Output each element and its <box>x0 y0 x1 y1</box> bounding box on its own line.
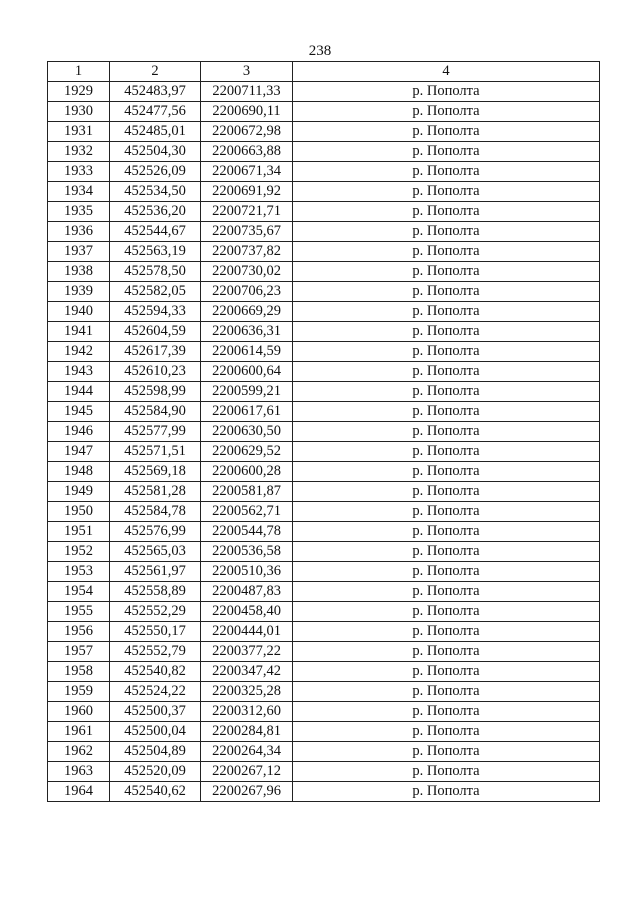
table-row <box>48 622 600 642</box>
table-row <box>48 422 600 442</box>
table-row <box>48 302 600 322</box>
y-coordinate-cell: 2200711,33 <box>201 82 293 102</box>
x-coordinate-cell: 452540,82 <box>110 662 201 682</box>
y-coordinate-cell: 2200284,81 <box>201 722 293 742</box>
y-coordinate-cell: 2200487,83 <box>201 582 293 602</box>
x-coordinate-cell: 452540,62 <box>110 782 201 802</box>
x-coordinate-cell: 452563,19 <box>110 242 201 262</box>
description-cell: р. Пополта <box>293 542 600 562</box>
x-coordinate-cell: 452577,99 <box>110 422 201 442</box>
description-cell: р. Пополта <box>293 402 600 422</box>
point-number-cell: 1964 <box>48 782 110 802</box>
table-row <box>48 762 600 782</box>
point-number-cell: 1938 <box>48 262 110 282</box>
point-number-cell: 1954 <box>48 582 110 602</box>
table-row <box>48 722 600 742</box>
table-row <box>48 402 600 422</box>
x-coordinate-cell: 452500,37 <box>110 702 201 722</box>
description-cell: р. Пополта <box>293 602 600 622</box>
x-coordinate-cell: 452504,89 <box>110 742 201 762</box>
y-coordinate-cell: 2200347,42 <box>201 662 293 682</box>
point-number-cell: 1949 <box>48 482 110 502</box>
x-coordinate-cell: 452500,04 <box>110 722 201 742</box>
table-row <box>48 222 600 242</box>
table-row <box>48 282 600 302</box>
point-number-cell: 1945 <box>48 402 110 422</box>
y-coordinate-cell: 2200536,58 <box>201 542 293 562</box>
x-coordinate-cell: 452594,33 <box>110 302 201 322</box>
point-number-cell: 1937 <box>48 242 110 262</box>
table-row <box>48 642 600 662</box>
y-coordinate-cell: 2200599,21 <box>201 382 293 402</box>
x-coordinate-cell: 452552,29 <box>110 602 201 622</box>
description-cell: р. Пополта <box>293 282 600 302</box>
x-coordinate-cell: 452578,50 <box>110 262 201 282</box>
description-cell: р. Пополта <box>293 102 600 122</box>
x-coordinate-cell: 452483,97 <box>110 82 201 102</box>
point-number-cell: 1946 <box>48 422 110 442</box>
table-row <box>48 662 600 682</box>
description-cell: р. Пополта <box>293 122 600 142</box>
table-row <box>48 782 600 802</box>
description-cell: р. Пополта <box>293 582 600 602</box>
y-coordinate-cell: 2200672,98 <box>201 122 293 142</box>
coordinates-table <box>47 61 600 802</box>
point-number-cell: 1932 <box>48 142 110 162</box>
point-number-cell: 1948 <box>48 462 110 482</box>
description-cell: р. Пополта <box>293 82 600 102</box>
point-number-cell: 1934 <box>48 182 110 202</box>
x-coordinate-cell: 452526,09 <box>110 162 201 182</box>
y-coordinate-cell: 2200617,61 <box>201 402 293 422</box>
y-coordinate-cell: 2200629,52 <box>201 442 293 462</box>
column-header-2: 2 <box>110 62 201 82</box>
description-cell: р. Пополта <box>293 202 600 222</box>
x-coordinate-cell: 452584,78 <box>110 502 201 522</box>
table-body <box>48 82 600 802</box>
x-coordinate-cell: 452581,28 <box>110 482 201 502</box>
table-row <box>48 702 600 722</box>
point-number-cell: 1962 <box>48 742 110 762</box>
x-coordinate-cell: 452610,23 <box>110 362 201 382</box>
description-cell: р. Пополта <box>293 562 600 582</box>
x-coordinate-cell: 452569,18 <box>110 462 201 482</box>
point-number-cell: 1961 <box>48 722 110 742</box>
y-coordinate-cell: 2200377,22 <box>201 642 293 662</box>
x-coordinate-cell: 452504,30 <box>110 142 201 162</box>
y-coordinate-cell: 2200735,67 <box>201 222 293 242</box>
y-coordinate-cell: 2200636,31 <box>201 322 293 342</box>
table-row <box>48 262 600 282</box>
point-number-cell: 1957 <box>48 642 110 662</box>
description-cell: р. Пополта <box>293 762 600 782</box>
x-coordinate-cell: 452550,17 <box>110 622 201 642</box>
x-coordinate-cell: 452561,97 <box>110 562 201 582</box>
y-coordinate-cell: 2200737,82 <box>201 242 293 262</box>
y-coordinate-cell: 2200562,71 <box>201 502 293 522</box>
y-coordinate-cell: 2200510,36 <box>201 562 293 582</box>
table-row <box>48 542 600 562</box>
point-number-cell: 1963 <box>48 762 110 782</box>
description-cell: р. Пополта <box>293 502 600 522</box>
point-number-cell: 1950 <box>48 502 110 522</box>
point-number-cell: 1959 <box>48 682 110 702</box>
description-cell: р. Пополта <box>293 242 600 262</box>
point-number-cell: 1939 <box>48 282 110 302</box>
y-coordinate-cell: 2200730,02 <box>201 262 293 282</box>
description-cell: р. Пополта <box>293 522 600 542</box>
description-cell: р. Пополта <box>293 422 600 442</box>
point-number-cell: 1952 <box>48 542 110 562</box>
point-number-cell: 1955 <box>48 602 110 622</box>
page-number: 238 <box>308 43 332 59</box>
description-cell: р. Пополта <box>293 662 600 682</box>
description-cell: р. Пополта <box>293 682 600 702</box>
table-row <box>48 182 600 202</box>
y-coordinate-cell: 2200264,34 <box>201 742 293 762</box>
description-cell: р. Пополта <box>293 222 600 242</box>
y-coordinate-cell: 2200630,50 <box>201 422 293 442</box>
point-number-cell: 1951 <box>48 522 110 542</box>
table-row <box>48 602 600 622</box>
description-cell: р. Пополта <box>293 382 600 402</box>
table-row <box>48 142 600 162</box>
point-number-cell: 1933 <box>48 162 110 182</box>
point-number-cell: 1942 <box>48 342 110 362</box>
table-row <box>48 502 600 522</box>
description-cell: р. Пополта <box>293 162 600 182</box>
table-row <box>48 102 600 122</box>
x-coordinate-cell: 452598,99 <box>110 382 201 402</box>
point-number-cell: 1944 <box>48 382 110 402</box>
y-coordinate-cell: 2200267,12 <box>201 762 293 782</box>
description-cell: р. Пополта <box>293 262 600 282</box>
y-coordinate-cell: 2200544,78 <box>201 522 293 542</box>
x-coordinate-cell: 452584,90 <box>110 402 201 422</box>
x-coordinate-cell: 452582,05 <box>110 282 201 302</box>
description-cell: р. Пополта <box>293 622 600 642</box>
table-row <box>48 362 600 382</box>
table-header-row <box>48 62 600 82</box>
point-number-cell: 1960 <box>48 702 110 722</box>
description-cell: р. Пополта <box>293 182 600 202</box>
y-coordinate-cell: 2200267,96 <box>201 782 293 802</box>
description-cell: р. Пополта <box>293 342 600 362</box>
x-coordinate-cell: 452524,22 <box>110 682 201 702</box>
description-cell: р. Пополта <box>293 642 600 662</box>
y-coordinate-cell: 2200663,88 <box>201 142 293 162</box>
y-coordinate-cell: 2200458,40 <box>201 602 293 622</box>
table-row <box>48 242 600 262</box>
table-row <box>48 562 600 582</box>
point-number-cell: 1943 <box>48 362 110 382</box>
x-coordinate-cell: 452552,79 <box>110 642 201 662</box>
point-number-cell: 1940 <box>48 302 110 322</box>
y-coordinate-cell: 2200690,11 <box>201 102 293 122</box>
table-row <box>48 382 600 402</box>
y-coordinate-cell: 2200669,29 <box>201 302 293 322</box>
x-coordinate-cell: 452485,01 <box>110 122 201 142</box>
y-coordinate-cell: 2200614,59 <box>201 342 293 362</box>
table-row <box>48 122 600 142</box>
table-row <box>48 522 600 542</box>
description-cell: р. Пополта <box>293 782 600 802</box>
description-cell: р. Пополта <box>293 722 600 742</box>
x-coordinate-cell: 452477,56 <box>110 102 201 122</box>
x-coordinate-cell: 452536,20 <box>110 202 201 222</box>
table-row <box>48 202 600 222</box>
description-cell: р. Пополта <box>293 742 600 762</box>
y-coordinate-cell: 2200706,23 <box>201 282 293 302</box>
point-number-cell: 1931 <box>48 122 110 142</box>
table-row <box>48 342 600 362</box>
x-coordinate-cell: 452520,09 <box>110 762 201 782</box>
y-coordinate-cell: 2200600,28 <box>201 462 293 482</box>
description-cell: р. Пополта <box>293 142 600 162</box>
y-coordinate-cell: 2200312,60 <box>201 702 293 722</box>
description-cell: р. Пополта <box>293 442 600 462</box>
x-coordinate-cell: 452576,99 <box>110 522 201 542</box>
point-number-cell: 1956 <box>48 622 110 642</box>
point-number-cell: 1936 <box>48 222 110 242</box>
table-row <box>48 462 600 482</box>
table-row <box>48 582 600 602</box>
table-row <box>48 442 600 462</box>
y-coordinate-cell: 2200581,87 <box>201 482 293 502</box>
y-coordinate-cell: 2200691,92 <box>201 182 293 202</box>
y-coordinate-cell: 2200600,64 <box>201 362 293 382</box>
description-cell: р. Пополта <box>293 322 600 342</box>
table-row <box>48 742 600 762</box>
point-number-cell: 1935 <box>48 202 110 222</box>
table-row <box>48 82 600 102</box>
description-cell: р. Пополта <box>293 702 600 722</box>
x-coordinate-cell: 452604,59 <box>110 322 201 342</box>
x-coordinate-cell: 452565,03 <box>110 542 201 562</box>
point-number-cell: 1947 <box>48 442 110 462</box>
point-number-cell: 1941 <box>48 322 110 342</box>
point-number-cell: 1930 <box>48 102 110 122</box>
table-row <box>48 322 600 342</box>
point-number-cell: 1953 <box>48 562 110 582</box>
table-row <box>48 162 600 182</box>
column-header-1: 1 <box>48 62 110 82</box>
table-row <box>48 482 600 502</box>
description-cell: р. Пополта <box>293 362 600 382</box>
column-header-3: 3 <box>201 62 293 82</box>
description-cell: р. Пополта <box>293 462 600 482</box>
description-cell: р. Пополта <box>293 302 600 322</box>
y-coordinate-cell: 2200721,71 <box>201 202 293 222</box>
point-number-cell: 1929 <box>48 82 110 102</box>
y-coordinate-cell: 2200444,01 <box>201 622 293 642</box>
x-coordinate-cell: 452544,67 <box>110 222 201 242</box>
x-coordinate-cell: 452534,50 <box>110 182 201 202</box>
point-number-cell: 1958 <box>48 662 110 682</box>
y-coordinate-cell: 2200325,28 <box>201 682 293 702</box>
column-header-4: 4 <box>293 62 600 82</box>
x-coordinate-cell: 452617,39 <box>110 342 201 362</box>
description-cell: р. Пополта <box>293 482 600 502</box>
table-row <box>48 682 600 702</box>
x-coordinate-cell: 452571,51 <box>110 442 201 462</box>
y-coordinate-cell: 2200671,34 <box>201 162 293 182</box>
x-coordinate-cell: 452558,89 <box>110 582 201 602</box>
